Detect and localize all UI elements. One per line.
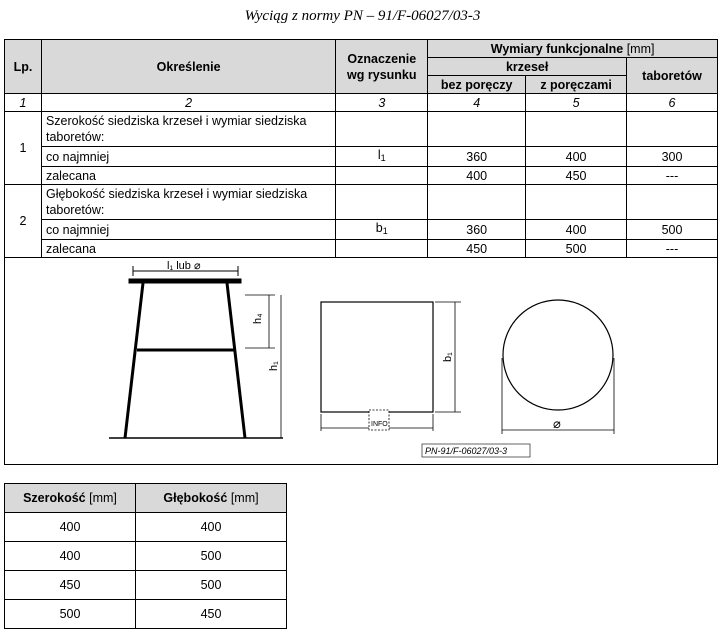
row-rec-label: zalecana [41,240,335,258]
cell-value: 500 [627,220,718,240]
row-description: Szerokość siedziska krzeseł i wymiar siedziska taboretów: [41,112,335,147]
header-bez-poreczy: bez poręczy [428,76,526,94]
table-row: 500 450 [5,600,287,629]
header-wymiary-label: Wymiary funkcjonalne [490,41,624,56]
header-oznaczenie: Oznaczenie wg rysunku [336,40,428,94]
row-min-label: co najmniej [41,147,335,167]
cell-value: 400 [428,167,526,185]
cell-value: 360 [428,220,526,240]
header-okreslenie: Określenie [41,40,335,94]
row-rec-label: zalecana [41,167,335,185]
table-row: 400 400 [5,513,287,542]
standard-table [4,39,718,465]
cell-value: 400 [526,220,627,240]
col-number: 5 [526,94,627,112]
label-h4: h₄ [252,313,264,324]
col-number: 1 [5,94,42,112]
header-wymiary-unit: [mm] [626,41,655,56]
figure-caption: PN-91/F-06027/03-3 [425,446,508,456]
round-seat-view [502,300,614,434]
header-szerokosc: Szerokość [mm] [5,484,136,513]
cell-value: 500 [526,240,627,258]
dimensions-table [4,483,287,629]
col-number: 4 [428,94,526,112]
row-lp: 2 [5,185,42,258]
cell-value: 300 [627,147,718,167]
label-l1-lub-diam: l₁ lub ⌀ [167,260,201,272]
document-title: Wyciąg z normy PN – 91/F-06027/03-3 [244,8,481,24]
header-glebokosc: Głębokość [mm] [136,484,287,513]
label-diameter: ⌀ [553,416,561,431]
row-lp: 1 [5,112,42,185]
cell-value: 450 [428,240,526,258]
table-row: 400 500 [5,542,287,571]
cell-value: 360 [428,147,526,167]
row-symbol: $l_1$ [336,147,428,167]
table-row: 450 500 [5,571,287,600]
info-stamp: INFO [371,421,388,428]
header-krzesel: krzeseł [428,58,627,76]
cell-value: --- [627,167,718,185]
cell-value: --- [627,240,718,258]
col-number: 6 [627,94,718,112]
dimension-drawing [5,258,717,464]
col-number: 2 [41,94,335,112]
cell-value: 450 [526,167,627,185]
row-symbol: $b_1$ [336,220,428,240]
row-min-label: co najmniej [41,220,335,240]
label-b1: b₁ [442,352,454,362]
cell-value: 400 [526,147,627,167]
row-description: Głębokość siedziska krzeseł i wymiar siedziska taboretów: [41,185,335,220]
square-seat-view [321,302,461,431]
header-z-poreczami: z poręczami [526,76,627,94]
label-h1: h₁ [268,361,280,371]
figure-cell [5,258,718,465]
stool-side-view [109,266,283,438]
header-wymiary [428,40,718,58]
header-lp: Lp. [5,40,42,94]
header-taboretow: taboretów [627,58,718,94]
col-number: 3 [336,94,428,112]
